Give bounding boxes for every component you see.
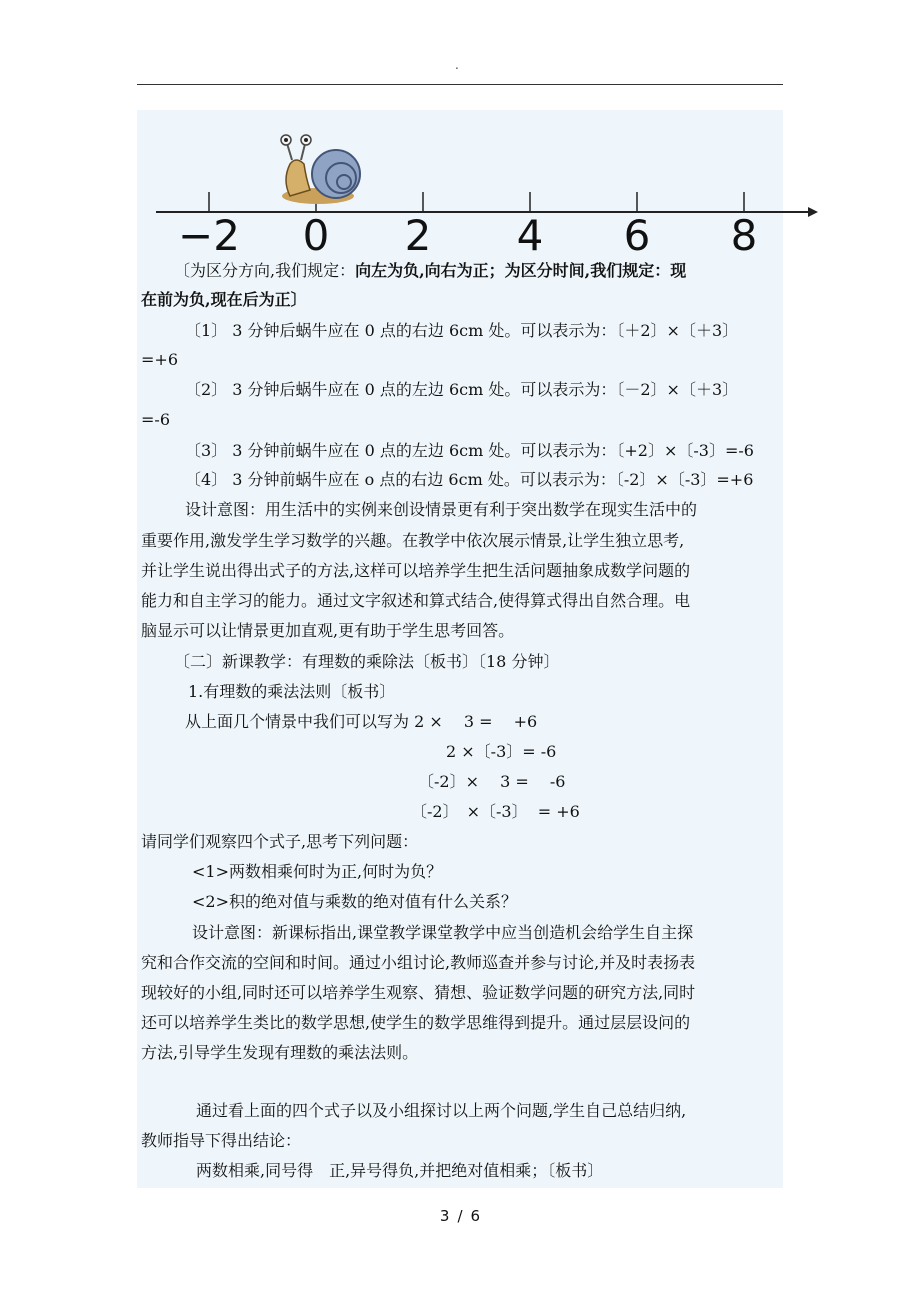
rule-continuation: 在前为负,现在后为正〕 — [141, 290, 307, 309]
header-rule — [137, 84, 783, 85]
conclusion-line: 两数相乘,同号得 正,异号得负,并把绝对值相乘；〔板书〕 — [196, 1161, 604, 1180]
section-heading: 〔二〕新课教学：有理数的乘除法〔板书〕〔18 分钟〕 — [174, 652, 560, 671]
case-3: 〔3〕 3 分钟前蜗牛应在 0 点的左边 6cm 处。可以表示为：〔+2〕×〔-3〕=-6 — [185, 441, 754, 460]
page-number — [0, 1207, 920, 1225]
tick-label: 2 — [404, 211, 432, 260]
case-2-result: =-6 — [141, 410, 170, 429]
paragraph-line: 设计意图：用生活中的实例来创设情景更有利于突出数学在现实生活中的 — [185, 500, 698, 519]
paragraph-line: 现较好的小组,同时还可以培养学生观察、猜想、验证数学问题的研究方法,同时 — [141, 983, 696, 1002]
equation-line: 2 ×〔-3〕= -6 — [446, 742, 557, 761]
number-line — [150, 130, 830, 260]
header-mark: . — [455, 58, 459, 72]
axis-arrow-icon — [808, 207, 818, 217]
paragraph-line: 重要作用,激发学生学习数学的兴趣。在教学中依次展示情景,让学生独立思考, — [141, 531, 685, 550]
case-1: 〔1〕 3 分钟后蜗牛应在 0 点的右边 6cm 处。可以表示为：〔＋2〕×〔＋3〕 — [185, 321, 739, 340]
case-2: 〔2〕 3 分钟后蜗牛应在 0 点的左边 6cm 处。可以表示为：〔－2〕×〔＋3〕 — [185, 380, 739, 399]
paragraph-line: 还可以培养学生类比的数学思想,使学生的数学思维得到提升。通过层层设问的 — [141, 1013, 691, 1032]
tick-label: 4 — [516, 211, 544, 260]
page-separator: / — [457, 1207, 463, 1225]
tick-label: −2 — [178, 211, 240, 260]
current-page: 3 — [439, 1207, 450, 1225]
paragraph-line: 究和合作交流的空间和时间。通过小组讨论,教师巡查并参与讨论,并及时表扬表 — [141, 953, 696, 972]
question-2: <2>积的绝对值与乘数的绝对值有什么关系？ — [192, 892, 517, 911]
paragraph-line: 通过看上面的四个式子以及小组探讨以上两个问题,学生自己总结归纳, — [196, 1101, 687, 1120]
paragraph-line: 能力和自主学习的能力。通过文字叙述和算式结合,使得算式得出自然合理。电 — [141, 591, 691, 610]
rule-bold: 向左为负,向右为正；为区分时间,我们规定：现 — [355, 261, 687, 280]
paragraph-line: 请同学们观察四个式子,思考下列问题： — [141, 832, 419, 851]
equation-line: 〔-2〕 ×〔-3〕 = +6 — [411, 802, 580, 821]
total-pages: 6 — [470, 1207, 481, 1225]
paragraph-line: 方法,引导学生发现有理数的乘法法则。 — [141, 1043, 419, 1062]
rule-intro: 〔为区分方向,我们规定： — [174, 261, 356, 280]
tick-label: 8 — [730, 211, 758, 260]
paragraph-line: 教师指导下得出结论： — [141, 1131, 302, 1150]
paragraph-line: 脑显示可以让情景更加直观,更有助于学生思考回答。 — [141, 621, 515, 640]
tick-label: 0 — [302, 211, 330, 260]
equation-line: 从上面几个情景中我们可以写为 2 × 3 = +6 — [185, 712, 538, 731]
case-4: 〔4〕 3 分钟前蜗牛应在 o 点的右边 6cm 处。可以表示为：〔-2〕×〔-3〕=+6 — [185, 470, 754, 489]
tick-label: 6 — [623, 211, 651, 260]
paragraph-line: 并让学生说出得出式子的方法,这样可以培养学生把生活问题抽象成数学问题的 — [141, 561, 691, 580]
paragraph-line: 设计意图：新课标指出,课堂教学课堂教学中应当创造机会给学生自主探 — [192, 923, 694, 942]
snail-icon — [281, 135, 360, 204]
subsection-heading: 1.有理数的乘法法则〔板书〕 — [188, 682, 396, 701]
question-1: <1>两数相乘何时为正,何时为负？ — [192, 862, 443, 881]
case-1-result: =+6 — [141, 350, 178, 369]
equation-line: 〔-2〕× 3 = -6 — [418, 772, 566, 791]
